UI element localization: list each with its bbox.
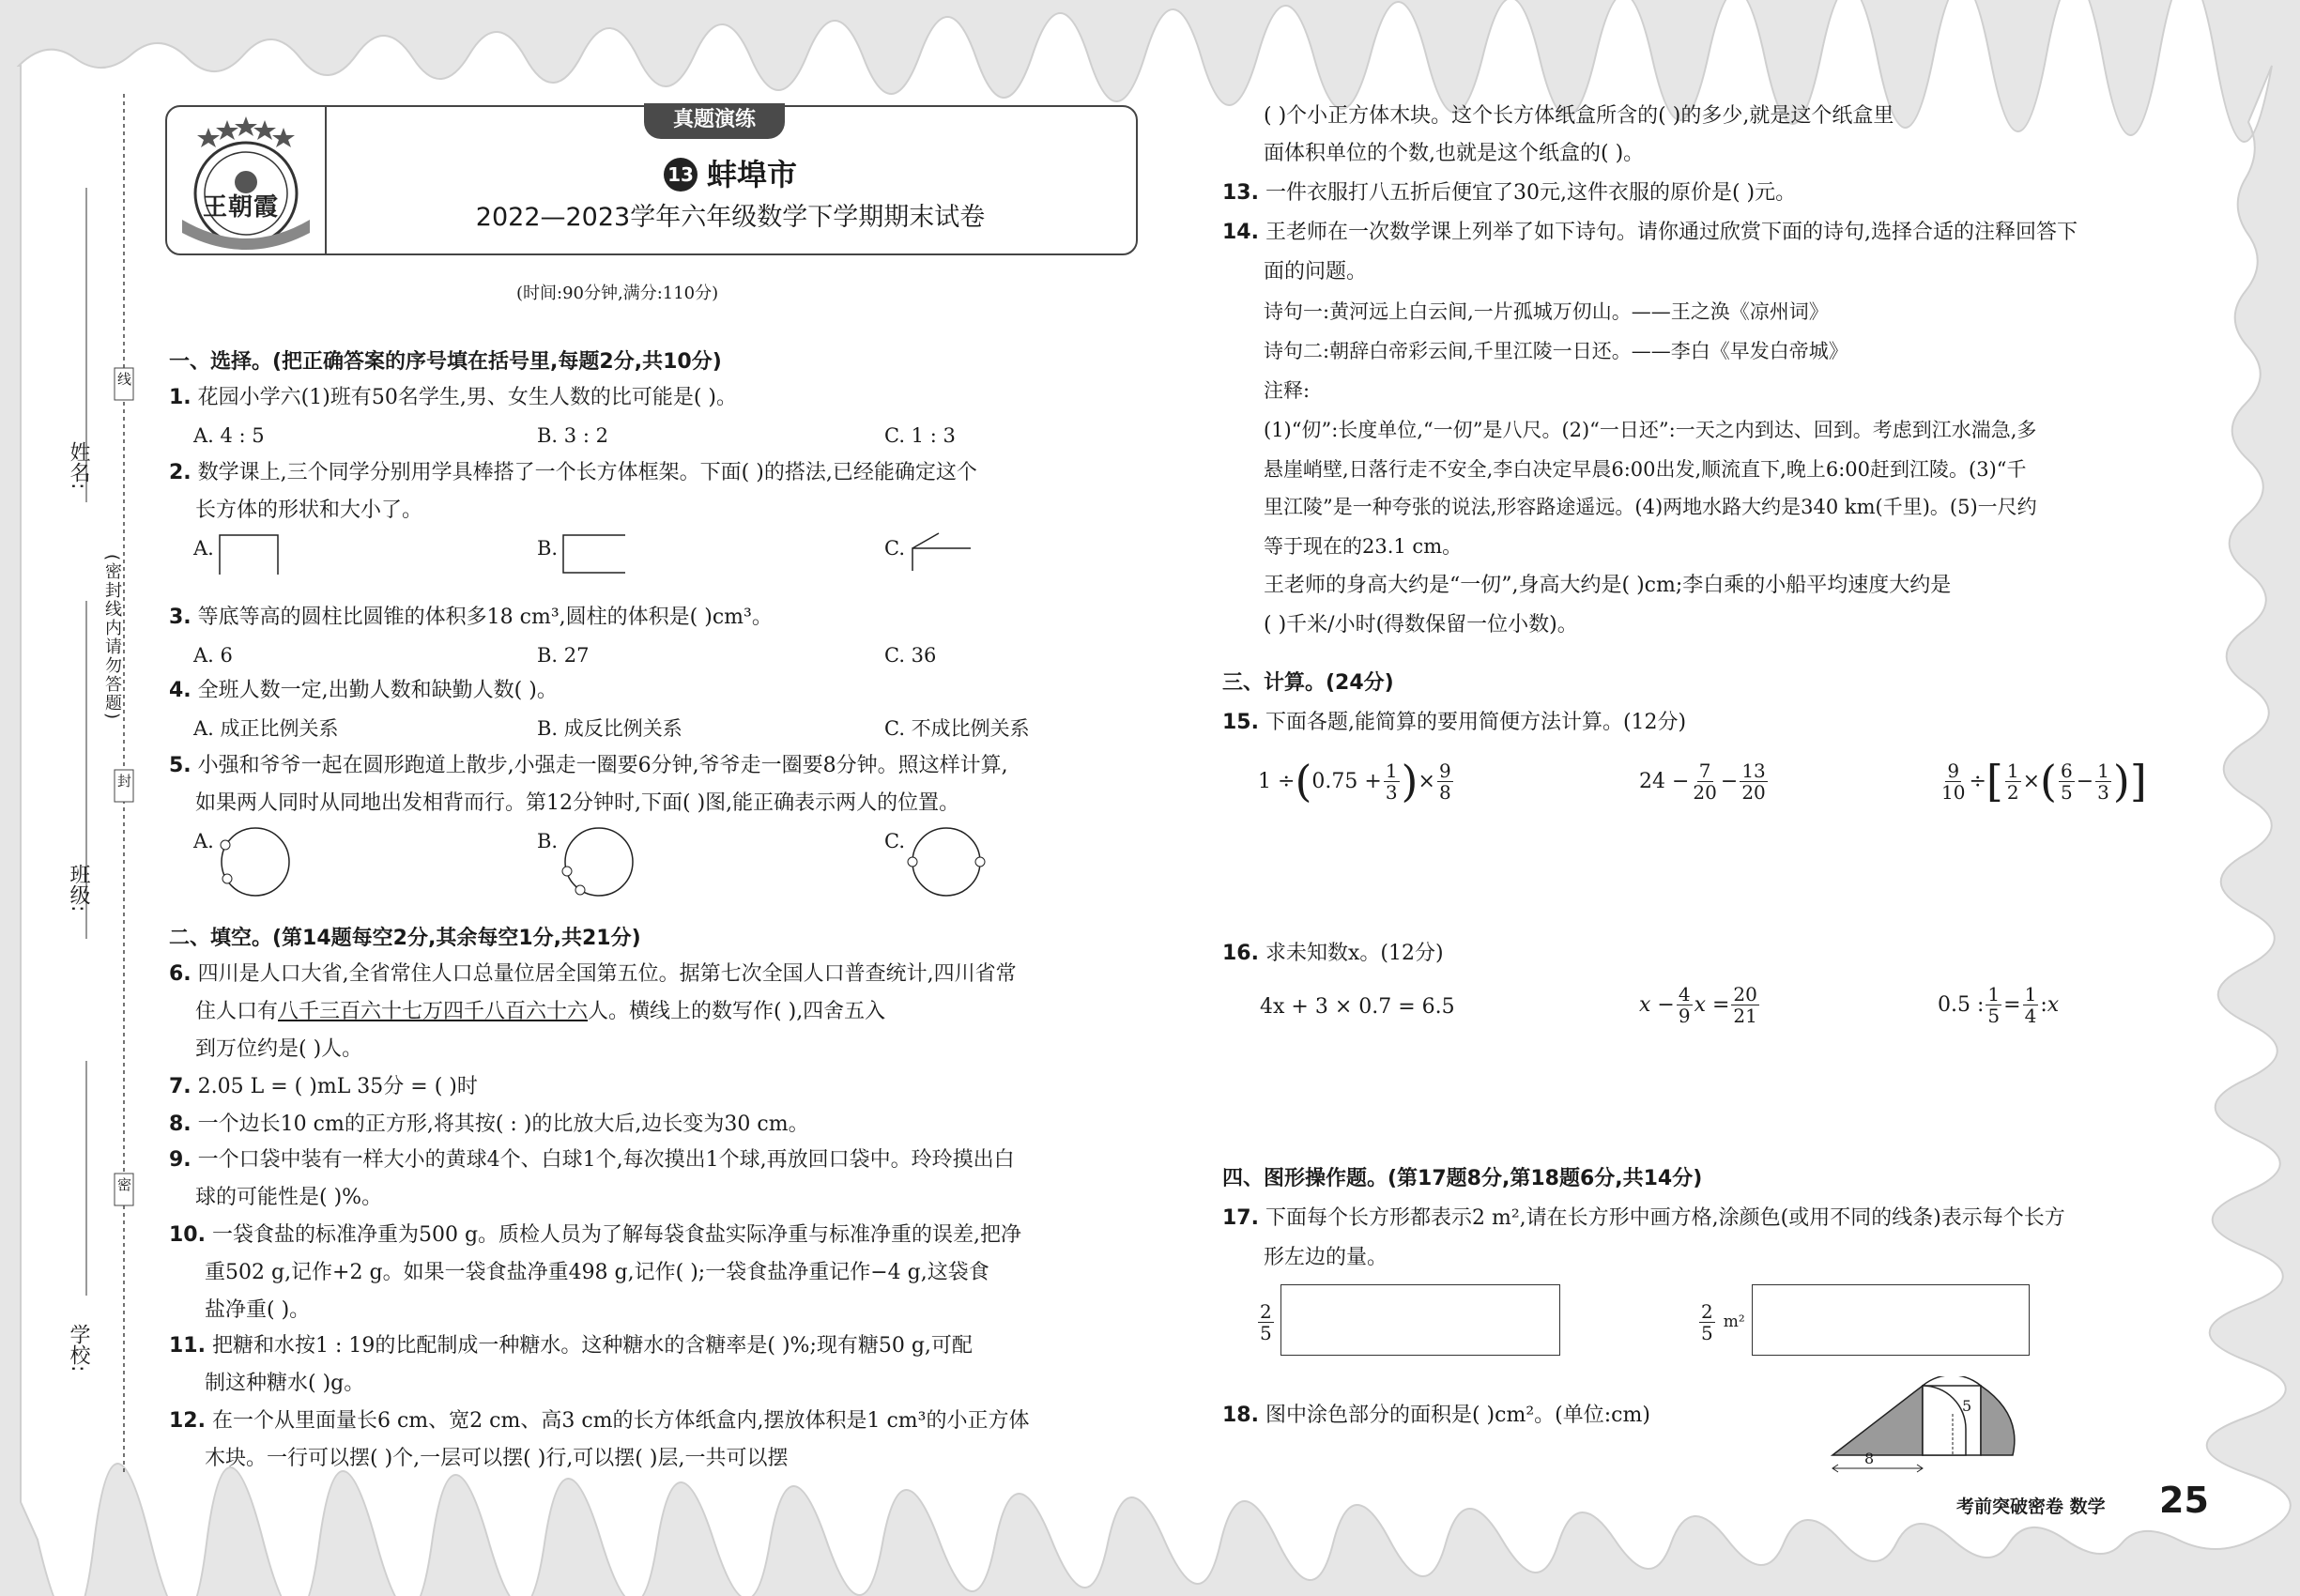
q16-equation-1: 4x + 3 × 0.7 = 6.5 — [1260, 994, 1455, 1019]
q4-option-c: C. 不成比例关系 — [884, 717, 1030, 740]
q3-option-b: B. 27 — [537, 644, 590, 667]
q10-line3: 盐净重( )。 — [205, 1298, 311, 1322]
q5-option-a: A. — [193, 830, 214, 852]
q1-number: 1. — [169, 386, 192, 409]
question-13 — [1222, 175, 1796, 212]
q15-expression-3: $\frac{9}{10}$ ÷ [ $\frac{1}{2}$ × ( $\frac{6}{5}$ − $\frac{1}{3}$ ) ] — [1941, 756, 2147, 806]
school-label: 学校: — [67, 1324, 90, 1373]
footer-label: 考前突破密卷 数学 — [1956, 1496, 2106, 1517]
name-label: 姓名: — [67, 441, 90, 490]
q6-line1: 四川是人口大省,全省常住人口总量位居全国第五位。据第七次全国人口普查统计,四川省常 — [197, 962, 1017, 986]
q2-frame-a-icon — [216, 531, 282, 576]
q12-line1: 在一个从里面量长6 cm、宽2 cm、高3 cm的长方体纸盒内,摆放体积是1 cm³的小正方体 — [211, 1409, 1030, 1433]
city-name: 蚌埠市 — [706, 157, 797, 192]
q14-note-label: 注释: — [1264, 379, 1311, 402]
logo-name: 王朝霞 — [203, 193, 280, 222]
q2-option-b: B. — [537, 537, 559, 560]
q18-height-label: 5 — [1962, 1397, 1972, 1415]
q3-number: 3. — [169, 606, 192, 629]
question-11 — [169, 1327, 973, 1365]
gutter-lines — [0, 0, 188, 1596]
header-city-row — [327, 154, 1134, 193]
section-3-title: 三、计算。(24分) — [1222, 671, 1394, 695]
q13-number: 13. — [1222, 181, 1259, 205]
q17-line1: 下面每个长方形都表示2 m²,请在长方形中画方格,涂颜色(或用不同的线条)表示每个长方 — [1265, 1206, 2065, 1230]
question-15 — [1222, 704, 1686, 742]
q18-text: 图中涂色部分的面积是( )cm²。(单位:cm) — [1265, 1404, 1650, 1427]
q9-line1: 一个口袋中装有一样大小的黄球4个、白球1个,每次摸出1个球,再放回口袋中。玲玲摸出白 — [197, 1148, 1015, 1172]
q4-option-b: B. 成反比例关系 — [537, 717, 682, 740]
q5-track-b-icon — [556, 824, 640, 899]
q15-expression-1: 1 ÷ ( 0.75 + $\frac{1}{3}$ ) × $\frac{9}{8}$ — [1258, 756, 1451, 806]
q3-text: 等底等高的圆柱比圆锥的体积多18 cm³,圆柱的体积是( )cm³。 — [197, 606, 773, 629]
q17-line2: 形左边的量。 — [1264, 1246, 1388, 1269]
q14-line1: 王老师在一次数学课上列举了如下诗句。请你通过欣赏下面的诗句,选择合适的注释回答下 — [1265, 221, 2078, 244]
gutter-notice: (密封线内请勿答题) — [102, 554, 122, 722]
q2-option-c: C. — [884, 537, 905, 560]
q1-text: 花园小学六(1)班有50名学生,男、女生人数的比可能是( )。 — [197, 386, 737, 409]
q4-number: 4. — [169, 679, 192, 702]
q3-option-c: C. 36 — [884, 644, 937, 667]
q15-text: 下面各题,能简算的要用简便方法计算。(12分) — [1265, 711, 1687, 734]
q18-width-label: 8 — [1864, 1450, 1875, 1467]
question-18 — [1222, 1397, 1650, 1435]
question-3 — [169, 599, 773, 637]
q16-number: 16. — [1222, 942, 1259, 965]
q5-track-a-icon — [212, 824, 297, 899]
q15-number: 15. — [1222, 711, 1259, 734]
header-tag-text: 真题演练 — [672, 108, 756, 131]
q10-line1: 一袋食盐的标准净重为500 g。质检人员为了解每袋食盐实际净重与标准净重的误差,把净 — [211, 1223, 1022, 1247]
q6-line2-start: 住人口有 — [195, 1000, 279, 1023]
q1-option-a: A. 4 : 5 — [193, 424, 265, 447]
q6-underlined-number: 八千三百六十七万四千八百六十六 — [278, 1000, 589, 1023]
line-marker: 线 — [115, 372, 132, 386]
logo-area — [167, 107, 327, 253]
question-6 — [169, 956, 1017, 993]
time-note: (时间:90分钟,满分:110分) — [516, 284, 719, 303]
q5-option-c: C. — [884, 830, 905, 852]
question-12 — [169, 1403, 1030, 1440]
q8-text: 一个边长10 cm的正方形,将其按( : )的比放大后,边长变为30 cm。 — [197, 1113, 809, 1136]
q14-ask-1: 王老师的身高大约是“一仞”,身高大约是( )cm;李白乘的小船平均速度大约是 — [1264, 574, 1952, 597]
q14-line2: 面的问题。 — [1264, 260, 1368, 284]
question-9 — [169, 1142, 1015, 1179]
q14-note-4: 等于现在的23.1 cm。 — [1264, 535, 1463, 558]
q6-line2 — [195, 993, 885, 1031]
q5-line1: 小强和爷爷一起在圆形跑道上散步,小强走一圈要6分钟,爷爷走一圈要8分钟。照这样计算, — [197, 754, 1008, 777]
q15-expression-2: 24 − $\frac{7}{20}$ − $\frac{13}{20}$ — [1639, 759, 1766, 804]
q13-text: 一件衣服打八五折后便宜了30元,这件衣服的原价是( )元。 — [1265, 181, 1797, 205]
q11-line2: 制这种糖水( )g。 — [205, 1372, 365, 1395]
seal-marker: 封 — [115, 774, 132, 788]
question-5 — [169, 747, 1008, 785]
q6-line3: 到万位约是( )人。 — [195, 1037, 363, 1061]
q6-line2-end: 人。横线上的数写作( ),四舍五入 — [588, 1000, 886, 1023]
q7-text: 2.05 L = ( )mL 35分 = ( )时 — [197, 1075, 478, 1098]
question-4 — [169, 672, 558, 710]
q16-text: 求未知数x。(12分) — [1265, 942, 1444, 965]
q12-line3: ( )个小正方体木块。这个长方体纸盒所含的( )的多少,就是这个纸盒里 — [1264, 104, 1894, 128]
q14-note-3: 里江陵”是一种夸张的说法,形容路途遥远。(4)两地水路大约是340 km(千里)。(5)一尺约 — [1264, 496, 2037, 518]
q5-line2: 如果两人同时从同地出发相背而行。第12分钟时,下面( )图,能正确表示两人的位置。 — [195, 791, 960, 815]
q14-number: 14. — [1222, 221, 1259, 244]
section-4-title: 四、图形操作题。(第17题8分,第18题6分,共14分) — [1222, 1167, 1703, 1190]
exam-header — [165, 105, 1138, 255]
q1-option-c: C. 1 : 3 — [884, 424, 956, 447]
question-2 — [169, 454, 977, 492]
q2-number: 2. — [169, 461, 192, 484]
q2-line1: 数学课上,三个同学分别用学具棒搭了一个长方体框架。下面( )的搭法,已经能确定这个 — [197, 461, 977, 484]
q1-option-b: B. 3 : 2 — [537, 424, 608, 447]
page-number: 25 — [2159, 1480, 2209, 1521]
q8-number: 8. — [169, 1113, 192, 1136]
q17-fraction-2: $\frac{2}{5}$ m² — [1701, 1299, 1745, 1344]
q17-number: 17. — [1222, 1206, 1259, 1230]
secret-marker: 密 — [115, 1177, 132, 1191]
question-7 — [169, 1068, 478, 1106]
q14-poem-1: 诗句一:黄河远上白云间,一片孤城万仞山。——王之涣《凉州词》 — [1264, 300, 1829, 323]
question-10 — [169, 1217, 1021, 1254]
q5-number: 5. — [169, 754, 192, 777]
question-14 — [1222, 214, 2078, 252]
q5-track-c-icon — [903, 824, 988, 899]
question-8 — [169, 1106, 809, 1143]
q14-ask-2: ( )千米/小时(得数保留一位小数)。 — [1264, 613, 1578, 637]
q12-line4: 面体积单位的个数,也就是这个纸盒的( )。 — [1264, 142, 1645, 165]
q11-line1: 把糖和水按1 : 19的比配制成一种糖水。这种糖水的含糖率是( )%;现有糖50 g,可配 — [211, 1334, 973, 1358]
q16-equation-2: x − $\frac{4}{9}$ x = $\frac{20}{21}$ — [1639, 982, 1757, 1027]
q9-number: 9. — [169, 1148, 192, 1172]
q4-option-a: A. 成正比例关系 — [193, 717, 339, 740]
q4-text: 全班人数一定,出勤人数和缺勤人数( )。 — [197, 679, 558, 702]
paper-title: 2022—2023学年六年级数学下学期期末试卷 — [475, 203, 986, 232]
q6-number: 6. — [169, 962, 192, 986]
q2-frame-b-icon — [560, 531, 629, 576]
header-tag — [644, 103, 785, 139]
q9-line2: 球的可能性是( )%。 — [195, 1186, 383, 1209]
q14-note-1: (1)“仞”:长度单位,“一仞”是八尺。(2)“一日还”:一天之内到达、回到。考虑到江水湍急,多 — [1264, 419, 2037, 441]
q16-equation-3: 0.5 : $\frac{1}{5}$ = $\frac{1}{4}$ : x — [1938, 982, 2060, 1027]
question-17 — [1222, 1200, 2065, 1237]
q17-fraction-1: $\frac{2}{5}$ — [1260, 1299, 1272, 1344]
q17-unit: m² — [1723, 1312, 1745, 1331]
section-1-title: 一、选择。(把正确答案的序号填在括号里,每题2分,共10分) — [169, 350, 722, 374]
question-16 — [1222, 935, 1444, 973]
q17-rectangle-1[interactable] — [1280, 1284, 1560, 1356]
paper-number: 13 — [667, 163, 694, 186]
logo-emblem-icon — [167, 107, 325, 253]
q2-option-a: A. — [193, 537, 214, 560]
q18-number: 18. — [1222, 1404, 1259, 1427]
q18-shaded-figure-icon — [1821, 1376, 2037, 1476]
q17-rectangle-2[interactable] — [1752, 1284, 2030, 1356]
q10-line2: 重502 g,记作+2 g。如果一袋食盐净重498 g,记作( );一袋食盐净重记作−4 g,这袋食 — [205, 1261, 989, 1284]
q10-number: 10. — [169, 1223, 206, 1247]
q3-option-a: A. 6 — [193, 644, 233, 667]
q14-note-2: 悬崖峭壁,日落行走不安全,李白决定早晨6:00出发,顺流直下,晚上6:00赶到江陵。(3)“千 — [1264, 458, 2027, 481]
q2-line2: 长方体的形状和大小了。 — [195, 499, 423, 522]
q12-line2: 木块。一行可以摆( )个,一层可以摆( )行,可以摆( )层,一共可以摆 — [205, 1447, 789, 1470]
paper-number-badge — [664, 158, 698, 192]
q12-number: 12. — [169, 1409, 206, 1433]
q7-number: 7. — [169, 1075, 192, 1098]
q14-poem-2: 诗句二:朝辞白帝彩云间,千里江陵一日还。——李白《早发白帝城》 — [1264, 340, 1848, 362]
q5-option-b: B. — [537, 830, 559, 852]
section-2-title: 二、填空。(第14题每空2分,其余每空1分,共21分) — [169, 927, 641, 950]
q11-number: 11. — [169, 1334, 206, 1358]
q2-frame-c-icon — [907, 528, 982, 575]
class-label: 班级: — [67, 864, 90, 913]
question-1 — [169, 379, 737, 417]
